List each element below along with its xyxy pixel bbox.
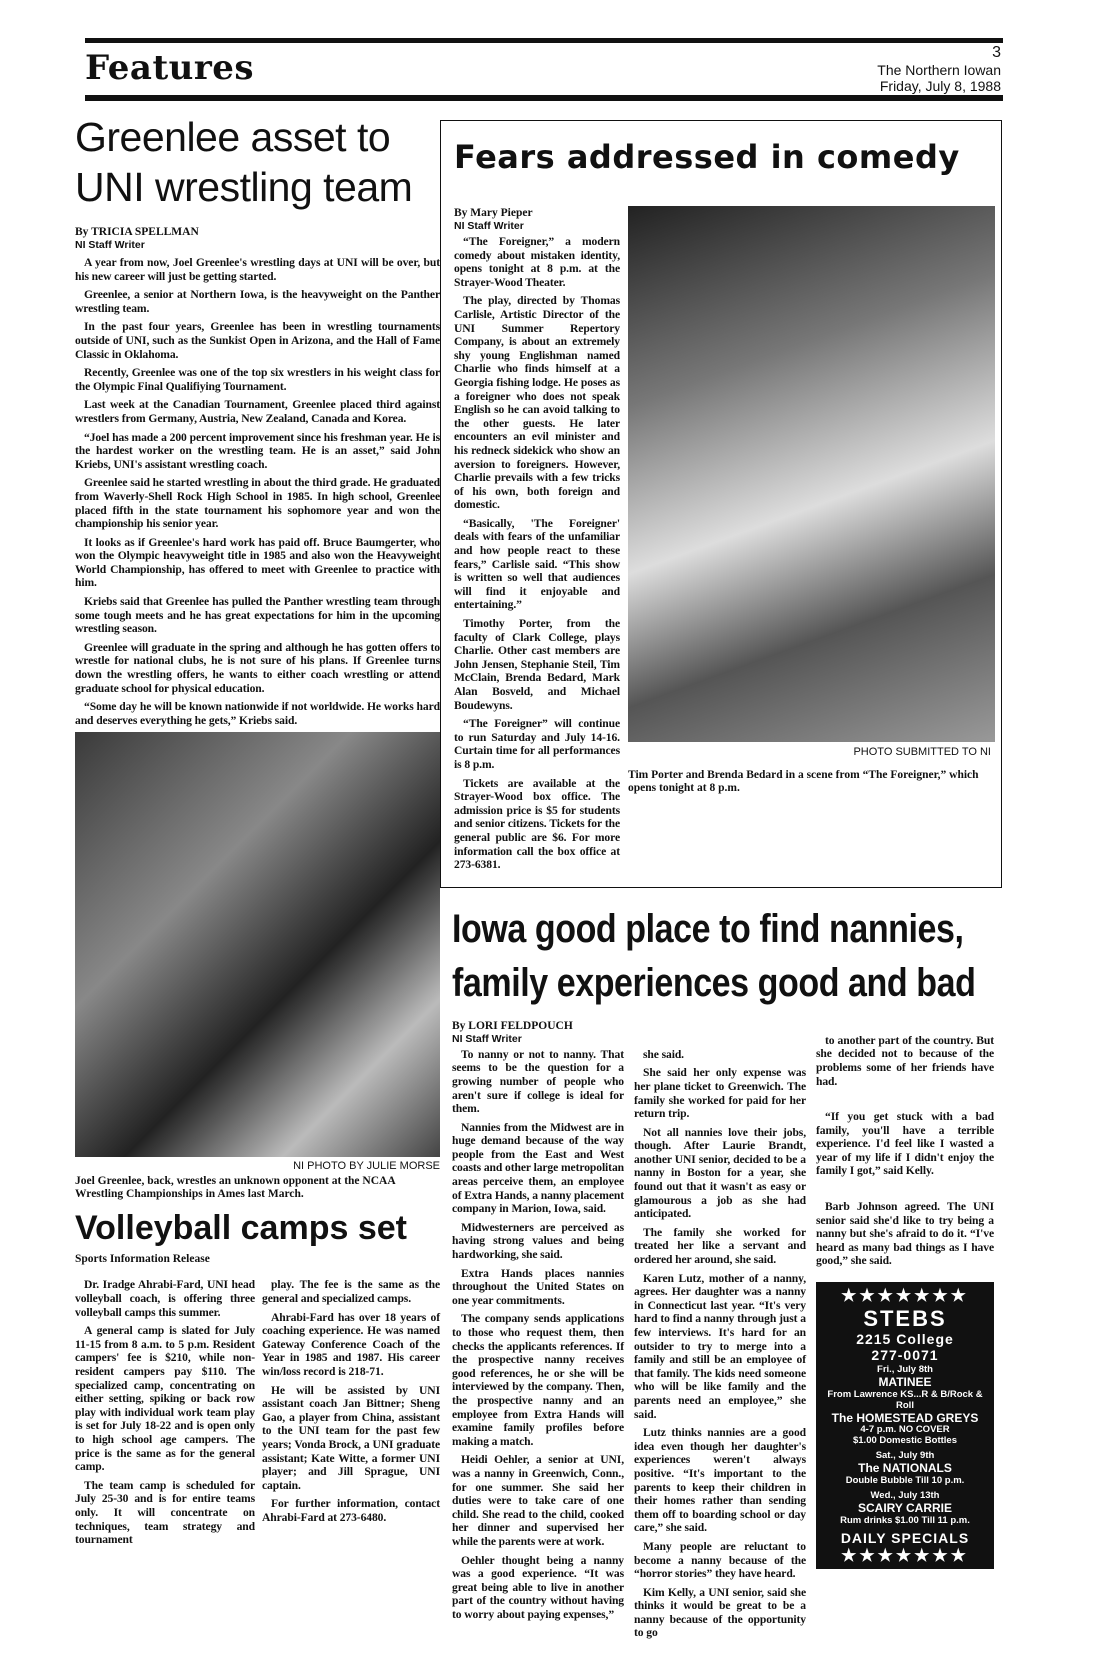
paragraph: A general camp is slated for July 11-15 from 8 a.m. to 5 p.m. Resident campers' fee is $210, while non-resident campers pay $110. The specialized camp, concentrating on either setting, spiking or back row play with individual work team play is set for July 18-22 and is open only to high school age campers. The price is the same as for the general camp. (75, 1324, 255, 1474)
nannies-column-3-wrap (816, 1034, 994, 1569)
ad-business-name: STEBS (863, 1305, 947, 1331)
author: By LORI FELDPOUCH (452, 1019, 573, 1032)
paragraph: Kim Kelly, a UNI senior, said she thinks it would be great to be a nanny because of the opportunity to go (634, 1585, 806, 1640)
top-rule (85, 38, 1003, 43)
nannies-article (440, 902, 1002, 1645)
header-bottom-rule (85, 95, 1003, 101)
paragraph: A year from now, Joel Greenlee's wrestling days at UNI will be over, but his new career will just be getting started. (75, 256, 440, 283)
paragraph: Barb Johnson agreed. The UNI senior said she'd like to try being a nanny but she's afraid to do it. “I've heard as many bad things as I have good,” she said. (816, 1200, 994, 1268)
volleyball-columns (75, 1278, 440, 1551)
paragraph: Kriebs said that Greenlee has pulled the Panther wrestling team through some tough meets and he has great expectations for him in the upcoming wrestling season. (75, 595, 440, 636)
headline (75, 112, 440, 212)
page-number: 3 (992, 44, 1001, 61)
author-role: NI Staff Writer (454, 220, 524, 232)
paragraph: Tickets are available at the Strayer-Wood box office. The admission price is $5 for students and senior citizens. Tickets for the general public are $6. For more information call the box office at 273-6381. (454, 776, 620, 872)
nannies-byline (452, 1020, 624, 1046)
paragraph: The family she worked for treated her like a servant and ordered her around, she said. (634, 1225, 806, 1267)
paragraph: The company sends applications to those who request them, then checks the applicants references. If the prospective nanny receives good references, he or she will be interviewed by the company. Then, the prospective nanny and an employee from Extra Hands will examine family profiles before making a match. (452, 1312, 624, 1448)
ad-line: Rum drinks $1.00 Till 11 p.m. (840, 1514, 970, 1526)
ad-address: 2215 College (856, 1330, 954, 1347)
paragraph: Recently, Greenlee was one of the top six wrestlers in his weight class for the Olympic Final Qualifiying Tournament. (75, 366, 440, 393)
paragraph: Lutz thinks nannies are a good idea even though her daughter's experiences weren't always positive. “It's important to the parents to keep their children in their homes rather than sending them off to boarding school or day care,” she said. (634, 1426, 806, 1535)
paragraph: Karen Lutz, mother of a nanny, agrees. Her daughter was a nanny in Connecticut last year. “It's very hard to find a nanny through just a few interviews. It's hard for an outsider to try to merge into a family and still be an employee of that family. The kids need someone who will be like family and the parents need an employee,” she said. (634, 1271, 806, 1421)
ad-footer: DAILY SPECIALS (840, 1529, 970, 1546)
paragraph: Ahrabi-Fard has over 18 years of coaching experience. He was named Gateway Conference Coach of the Year in 1985 and 1987. His career win/loss record is 218-71. (262, 1310, 440, 1378)
paragraph: Dr. Iradge Ahrabi-Fard, UNI head volleyball coach, is offering three volleyball camps this summer. (75, 1278, 255, 1319)
ad-line: SCAIRY CARRIE (857, 1500, 952, 1515)
nannies-column-3 (816, 1034, 994, 1268)
wrestling-photo (75, 732, 440, 1157)
paragraph: It looks as if Greenlee's hard work has paid off. Bruce Baumgerter, who won the Olympic heavyweight title in 1985 and also won the Heavyweight World Championship, has offered to meet with Greenlee to practice with him. (75, 535, 440, 590)
nannies-column-1-wrap (452, 1020, 624, 1627)
ad-line: $1.00 Domestic Bottles (852, 1435, 957, 1447)
left-column (75, 112, 440, 1552)
volleyball-column-1 (75, 1278, 255, 1551)
paragraph: She said her only expense was her plane ticket to Greenwich. The family she worked for paid for her return trip. (634, 1066, 806, 1121)
headline-line: Greenlee asset to (75, 114, 391, 160)
comedy-headline: Fears addressed in comedy (454, 138, 960, 176)
paragraph: play. The fee is the same as the general and specialized camps. (262, 1278, 440, 1305)
paragraph: “The Foreigner,” a modern comedy about mistaken identity, opens tonight at 8 p.m. at the Strayer-Wood Theater. (454, 235, 620, 289)
wrestling-article (75, 112, 440, 727)
paragraph: Extra Hands places nannies throughout the United States on one year commitments. (452, 1266, 624, 1307)
paragraph: Last week at the Canadian Tournament, Greenlee placed third against wrestlers from Germany, Austria, New Zealand, Canada and Korea. (75, 398, 440, 425)
comedy-body (454, 235, 620, 872)
star-border-icon: ★★★★★★★ (841, 1545, 969, 1565)
stebs-advertisement (816, 1282, 994, 1569)
comedy-content (454, 207, 995, 877)
headline-line: UNI wrestling team (75, 164, 413, 210)
article-body (75, 256, 440, 727)
foreigner-photo (628, 206, 995, 742)
star-border-icon: ★★★★★★★ (841, 1286, 969, 1306)
author-role: NI Staff Writer (75, 239, 145, 251)
paragraph: to another part of the country. But she decided not to because of the problems some of her friends have had. (816, 1033, 994, 1088)
paragraph: Oehler thought being a nanny was a good experience. “It was great being able to live in another part of the country without having to worry about paying expenses,” (452, 1553, 624, 1621)
paragraph: she said. (643, 1047, 684, 1061)
ad-line: Sat., July 9th (875, 1450, 935, 1462)
paragraph: Not all nannies love their jobs, though. After Laurie Brandt, another UNI senior, decided to be a nanny in Boston for a year, she found out that it wasn't as easy or glamourous a job as she had anticipated. (634, 1125, 806, 1221)
paper-name: The Northern Iowan (877, 62, 1001, 78)
photo-credit: PHOTO SUBMITTED TO NI (853, 746, 991, 758)
paragraph: In the past four years, Greenlee has been in wrestling tournaments outside of UNI, such as the Sunkist Open in Arizona, and the Hall of Fame Classic in Oklahoma. (75, 320, 440, 361)
comedy-byline (454, 207, 620, 233)
ad-line: The NATIONALS (858, 1461, 952, 1476)
paragraph: To nanny or not to nanny. That seems to be the question for a growing number of people who aren't sure if college is ideal for them. (452, 1047, 624, 1116)
paragraph: Timothy Porter, from the faculty of Clark College, plays Charlie. Other cast members are John Jensen, Stephanie Steil, Tim McClain, Brenda Bedard, Mark Alan Bosveld, and Michael Boudewyns. (454, 617, 620, 712)
volleyball-headline: Volleyball camps set (75, 1209, 407, 1248)
right-column (440, 120, 1002, 1645)
ad-phone: 277-0071 (871, 1346, 939, 1363)
paragraph: Nannies from the Midwest are in huge demand because of the way people from the East and West coasts and other large metropolitan areas perceive them, an employee of Extra Hands, a nanny placement company in Marion, Iowa, said. (452, 1120, 624, 1216)
section-title: Features (85, 48, 255, 88)
ad-events (822, 1365, 988, 1526)
ad-line: MATINEE (878, 1374, 932, 1389)
nannies-column-2 (634, 1048, 806, 1645)
headline-line: family experiences good and bad (452, 960, 976, 1005)
paragraph: Many people are reluctant to become a nanny because of the “horror stories” they have heard. (634, 1539, 806, 1581)
paragraph: “Basically, 'The Foreigner' deals with fears of the unfamiliar and how people react to these fears,” Carlisle said. “This show is written so well that audiences will find it enjoyable and entertaining.” (454, 516, 620, 612)
nannies-column-1 (452, 1048, 624, 1622)
paragraph: Midwesterners are perceived as having strong values and being hardworking, she said. (452, 1220, 624, 1262)
paragraph: “The Foreigner” will continue to run Saturday and July 14-16. Curtain time for all performances is 8 p.m. (454, 717, 620, 771)
paragraph: “Some day he will be known nationwide if not worldwide. He works hard and deserves everything he gets,” Kriebs said. (75, 700, 440, 727)
paragraph: For further information, contact Ahrabi-Fard at 273-6480. (262, 1497, 440, 1524)
ad-line: From Lawrence KS...R & B/Rock & Roll (827, 1388, 983, 1411)
paragraph: Greenlee said he started wrestling in about the third grade. He graduated from Waverly-Shell Rock High School in 1985. In high school, Greenlee placed fifth in the state tournament his sophomore year and won the championship his senior year. (75, 476, 440, 531)
volleyball-byline: Sports Information Release (75, 1253, 210, 1266)
paragraph: Heidi Oehler, a senior at UNI, was a nanny in Greenwich, Conn., for one summer. She said her duties were to take care of one child. She read to the child, cooked her dinner and supervised her while the parents were at work. (452, 1453, 624, 1548)
nannies-headline (452, 902, 976, 1010)
headline-line: Iowa good place to find nannies, (452, 906, 964, 951)
issue-date: Friday, July 8, 1988 (879, 78, 1001, 94)
author-role: NI Staff Writer (452, 1032, 522, 1045)
paragraph: Greenlee, a senior at Northern Iowa, is the heavyweight on the Panther wrestling team. (75, 288, 440, 315)
paragraph: Greenlee will graduate in the spring and although he has gotten offers to wrestle for national clubs, he is not sure of his plans. If Greenlee turns down the wrestling offers, he wants to either coach wrestling or attend graduate school for physical education. (75, 640, 440, 695)
ad-line: 4-7 p.m. NO COVER (860, 1424, 950, 1436)
author: By Mary Pieper (454, 207, 533, 219)
ad-line: The HOMESTEAD GREYS (831, 1410, 979, 1425)
photo-caption: Tim Porter and Brenda Bedard in a scene from “The Foreigner,” which opens tonight at 8 p.m. (628, 769, 979, 794)
ad-line: Double Bubble Till 10 p.m. (845, 1474, 965, 1486)
photo-caption: Joel Greenlee, back, wrestles an unknown opponent at the NCAA Wrestling Championships in Ames last March. (75, 1175, 395, 1201)
paragraph: The team camp is scheduled for July 25-30 and is for entire teams only. It will concentrate on techniques, team strategy and tournament (75, 1478, 255, 1547)
paragraph: “If you get stuck with a bad family, you'll have a terrible experience. I'd feel like I wasted a year of my life if I didn't enjoy the family I got,” said Kelly. (816, 1110, 994, 1178)
author: By TRICIA SPELLMAN (75, 226, 199, 238)
comedy-text-column (454, 207, 620, 877)
comedy-article-box (440, 120, 1002, 888)
ad-line: Wed., July 13th (870, 1489, 940, 1501)
comedy-photo-column (628, 206, 995, 795)
photo-credit: NI PHOTO BY JULIE MORSE (293, 1160, 440, 1173)
nannies-columns (452, 1020, 1002, 1645)
paragraph: “Joel has made a 200 percent improvement since his freshman year. He is the hardest worker on the wrestling team. He is an asset,” said John Kriebs, UNI's assistant wrestling coach. (75, 430, 440, 471)
paragraph: He will be assisted by UNI assistant coach Jan Bittner; Sheng Gao, a player from China, assistant to the UNI team for the past few years; Vonda Brock, a UNI graduate assistant; Kate Witte, a former UNI player; and Jill Sprague, UNI captain. (262, 1383, 440, 1492)
ad-line: Fri., July 8th (877, 1364, 933, 1376)
byline (75, 226, 440, 252)
paragraph: The play, directed by Thomas Carlisle, Artistic Director of the UNI Summer Repertory Company, is about an extremely shy young Englishman named Charlie who finds himself at a Georgia fishing lodge. He poses as a foreigner who does not speak English so he can avoid talking to the other guests. He later encounters an evil minister and his redneck sidekick who show an aversion to foreigners. However, Charlie prevails with a few tricks of his own, both foreign and domestic. (454, 294, 620, 512)
volleyball-column-2 (262, 1278, 440, 1529)
